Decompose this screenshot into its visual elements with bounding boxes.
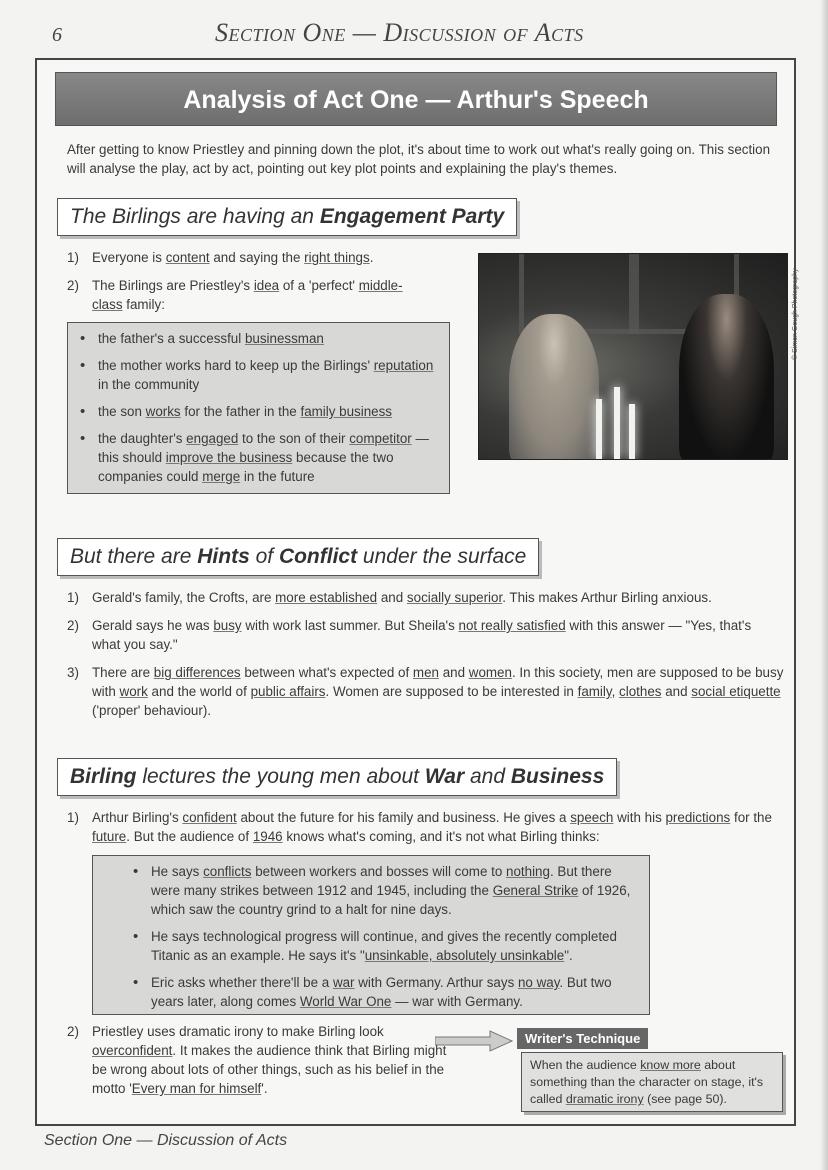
list-item bbox=[67, 1022, 452, 1098]
text-segment: But there are bbox=[70, 545, 198, 568]
text-segment: between workers and bosses will come to bbox=[251, 864, 507, 879]
text-segment: for the father in the bbox=[180, 404, 301, 419]
underlined-text: not really satisfied bbox=[458, 618, 566, 633]
underlined-text: merge bbox=[202, 469, 241, 484]
text-segment: the father's a successful bbox=[98, 331, 245, 346]
section-heading-engagement bbox=[57, 198, 517, 236]
text-segment: between what's expected of bbox=[240, 665, 413, 680]
item-text bbox=[92, 248, 447, 267]
text-segment: Arthur Birling's bbox=[92, 810, 183, 825]
text-segment: Priestley uses dramatic irony to make Birling look bbox=[92, 1024, 384, 1039]
text-segment: (see page 50). bbox=[643, 1092, 727, 1106]
underlined-text: know more bbox=[640, 1058, 701, 1072]
item-text bbox=[92, 1022, 452, 1098]
text-segment: When the audience bbox=[530, 1058, 641, 1072]
bullet-item bbox=[98, 429, 439, 486]
underlined-text: middle-class bbox=[92, 278, 403, 312]
text-segment: . Women are supposed to be interested in bbox=[325, 684, 578, 699]
bullet-item bbox=[98, 329, 439, 348]
text-segment: of bbox=[249, 545, 279, 568]
section-heading-war-business bbox=[57, 758, 617, 796]
text-segment: . But two years later, along comes bbox=[151, 975, 612, 1009]
text-segment: the daughter's bbox=[98, 431, 187, 446]
underlined-text: idea bbox=[253, 278, 280, 293]
underlined-text: businessman bbox=[244, 331, 324, 346]
underlined-text: war bbox=[332, 975, 355, 990]
item-number: 1) bbox=[67, 250, 79, 265]
underlined-text: family bbox=[577, 684, 612, 699]
list-item bbox=[67, 616, 757, 654]
item-number: 2) bbox=[67, 1024, 79, 1039]
item-number: 2) bbox=[67, 278, 79, 293]
text-segment: and bbox=[377, 590, 407, 605]
text-segment: Gerald says he was bbox=[92, 618, 214, 633]
text-segment: knows what's coming, and it's not what Birling thinks: bbox=[282, 829, 600, 844]
text-segment: . But there were many strikes between 1912 and 1945, including the bbox=[151, 864, 612, 898]
underlined-text: family business bbox=[300, 404, 393, 419]
text-segment: under the surface bbox=[357, 545, 527, 568]
list-item bbox=[67, 276, 407, 314]
text-segment: with this answer — "Yes, that's what you say." bbox=[92, 618, 752, 652]
underlined-text: speech bbox=[570, 810, 614, 825]
footer: Section One — Discussion of Acts bbox=[44, 1132, 288, 1149]
underlined-text: no way bbox=[517, 975, 560, 990]
underlined-text: reputation bbox=[373, 358, 434, 373]
text-segment: with work last summer. But Sheila's bbox=[241, 618, 459, 633]
list-item bbox=[67, 808, 792, 846]
text-segment: He says technological progress will continue, and gives the recently completed Titanic as an example. He says it's " bbox=[151, 929, 617, 963]
text-segment: family: bbox=[122, 297, 165, 312]
text-segment: with Germany. Arthur says bbox=[354, 975, 518, 990]
underlined-text: General Strike bbox=[492, 883, 579, 898]
underlined-text: women bbox=[468, 665, 512, 680]
underlined-text: work bbox=[119, 684, 148, 699]
bullet-item bbox=[151, 973, 639, 1011]
text-segment: , bbox=[611, 684, 620, 699]
writers-technique-box bbox=[521, 1052, 783, 1112]
text-segment: Everyone is bbox=[92, 250, 166, 265]
emphasis-text: Hints bbox=[197, 545, 250, 568]
underlined-text: confident bbox=[182, 810, 237, 825]
underlined-text: more established bbox=[275, 590, 378, 605]
text-segment: in the future bbox=[240, 469, 315, 484]
underlined-text: clothes bbox=[619, 684, 662, 699]
underlined-text: World War One bbox=[299, 994, 392, 1009]
underlined-text: overconfident bbox=[92, 1043, 173, 1058]
item-number: 1) bbox=[67, 590, 79, 605]
section-heading-conflict bbox=[57, 538, 539, 576]
underlined-text: public affairs bbox=[250, 684, 326, 699]
running-title: Section One — Discussion of Acts bbox=[215, 18, 584, 47]
text-segment: The Birlings are having an bbox=[70, 205, 320, 228]
text-segment: and bbox=[661, 684, 692, 699]
text-segment: and bbox=[464, 765, 511, 788]
underlined-text: competitor bbox=[349, 431, 412, 446]
text-segment: of 1926, which saw the country grind to a halt for nine days. bbox=[151, 883, 631, 917]
text-segment: about the future for his family and business. He gives a bbox=[236, 810, 571, 825]
underlined-text: improve the business bbox=[165, 450, 293, 465]
underlined-text: nothing bbox=[506, 864, 550, 879]
underlined-text: socially superior bbox=[406, 590, 503, 605]
text-segment: . But the audience of bbox=[126, 829, 253, 844]
emphasis-text: Engagement Party bbox=[319, 205, 505, 228]
content-frame bbox=[35, 58, 799, 1126]
underlined-text: men bbox=[412, 665, 439, 680]
underlined-text: right things bbox=[304, 250, 370, 265]
text-segment: He says bbox=[151, 864, 204, 879]
text-segment: with his bbox=[613, 810, 666, 825]
predictions-bullet-box bbox=[92, 855, 650, 1015]
item-text bbox=[92, 276, 407, 314]
item-text bbox=[92, 663, 792, 720]
item-text bbox=[92, 588, 787, 607]
underlined-text: conflicts bbox=[203, 864, 252, 879]
underlined-text: social etiquette bbox=[691, 684, 781, 699]
text-segment: . This makes Arthur Birling anxious. bbox=[502, 590, 712, 605]
emphasis-text: Birling bbox=[70, 765, 137, 788]
photo-credit: © Simon Gough Photography bbox=[792, 268, 799, 360]
page-title: Analysis of Act One — Arthur's Speech bbox=[55, 72, 777, 126]
text-segment: and the world of bbox=[147, 684, 251, 699]
text-segment: about something than the character on stage, it's called bbox=[530, 1058, 764, 1106]
bullet-item bbox=[98, 356, 439, 394]
item-text bbox=[92, 808, 792, 846]
bullet-item bbox=[98, 402, 439, 421]
text-segment: and saying the bbox=[209, 250, 305, 265]
text-segment: for the bbox=[730, 810, 772, 825]
text-segment: . In this society, men are supposed to be busy with bbox=[92, 665, 784, 699]
text-segment: in the community bbox=[98, 377, 200, 392]
text-segment: — this should bbox=[98, 431, 429, 465]
text-segment: There are bbox=[92, 665, 154, 680]
underlined-text: busy bbox=[213, 618, 242, 633]
underlined-text: future bbox=[92, 829, 127, 844]
item-number: 2) bbox=[67, 618, 79, 633]
list-item bbox=[67, 248, 447, 267]
text-segment: because the two companies could bbox=[98, 450, 394, 484]
bullet-item bbox=[151, 927, 639, 965]
underlined-text: engaged bbox=[186, 431, 239, 446]
text-segment: . It makes the audience think that Birling might be wrong about lots of other things, such as his belief in the motto ' bbox=[92, 1043, 447, 1096]
text-segment: lectures the young men about bbox=[136, 765, 425, 788]
writers-technique-label: Writer's Technique bbox=[517, 1028, 648, 1049]
underlined-text: 1946 bbox=[252, 829, 283, 844]
text-segment: '. bbox=[261, 1081, 268, 1096]
text-segment: of a 'perfect' bbox=[279, 278, 359, 293]
underlined-text: Every man for himself bbox=[131, 1081, 262, 1096]
intro-paragraph: After getting to know Priestley and pinning down the plot, it's about time to work out what's really going on. This section will analyse the play, act by act, pointing out key plot points and explaining the play's themes. bbox=[67, 142, 771, 176]
item-number: 1) bbox=[67, 810, 79, 825]
text-segment: and bbox=[438, 665, 469, 680]
emphasis-text: War bbox=[424, 765, 465, 788]
underlined-text: big differences bbox=[153, 665, 241, 680]
text-segment: to the son of their bbox=[238, 431, 350, 446]
text-segment: ('proper' behaviour). bbox=[92, 703, 211, 718]
underlined-text: content bbox=[165, 250, 210, 265]
list-item bbox=[67, 663, 792, 720]
text-segment: the mother works hard to keep up the Birlings' bbox=[98, 358, 374, 373]
arrow-icon bbox=[435, 1030, 513, 1052]
list-item bbox=[67, 588, 787, 607]
item-text bbox=[92, 616, 757, 654]
text-segment: — war with Germany. bbox=[391, 994, 523, 1009]
text-segment: ". bbox=[564, 948, 573, 963]
item-number: 3) bbox=[67, 665, 79, 680]
text-segment: . bbox=[369, 250, 374, 265]
underlined-text: works bbox=[145, 404, 181, 419]
bullet-item bbox=[151, 862, 639, 919]
underlined-text: unsinkable, absolutely unsinkable bbox=[364, 948, 565, 963]
engagement-photo bbox=[478, 253, 788, 460]
text-segment: Eric asks whether there'll be a bbox=[151, 975, 333, 990]
page-number: 6 bbox=[52, 24, 62, 46]
text-segment: Gerald's family, the Crofts, are bbox=[92, 590, 276, 605]
family-bullet-box bbox=[67, 322, 450, 494]
underlined-text: predictions bbox=[665, 810, 731, 825]
emphasis-text: Business bbox=[510, 765, 605, 788]
underlined-text: dramatic irony bbox=[565, 1092, 644, 1106]
text-segment: The Birlings are Priestley's bbox=[92, 278, 254, 293]
emphasis-text: Conflict bbox=[278, 545, 358, 568]
text-segment: the son bbox=[98, 404, 146, 419]
